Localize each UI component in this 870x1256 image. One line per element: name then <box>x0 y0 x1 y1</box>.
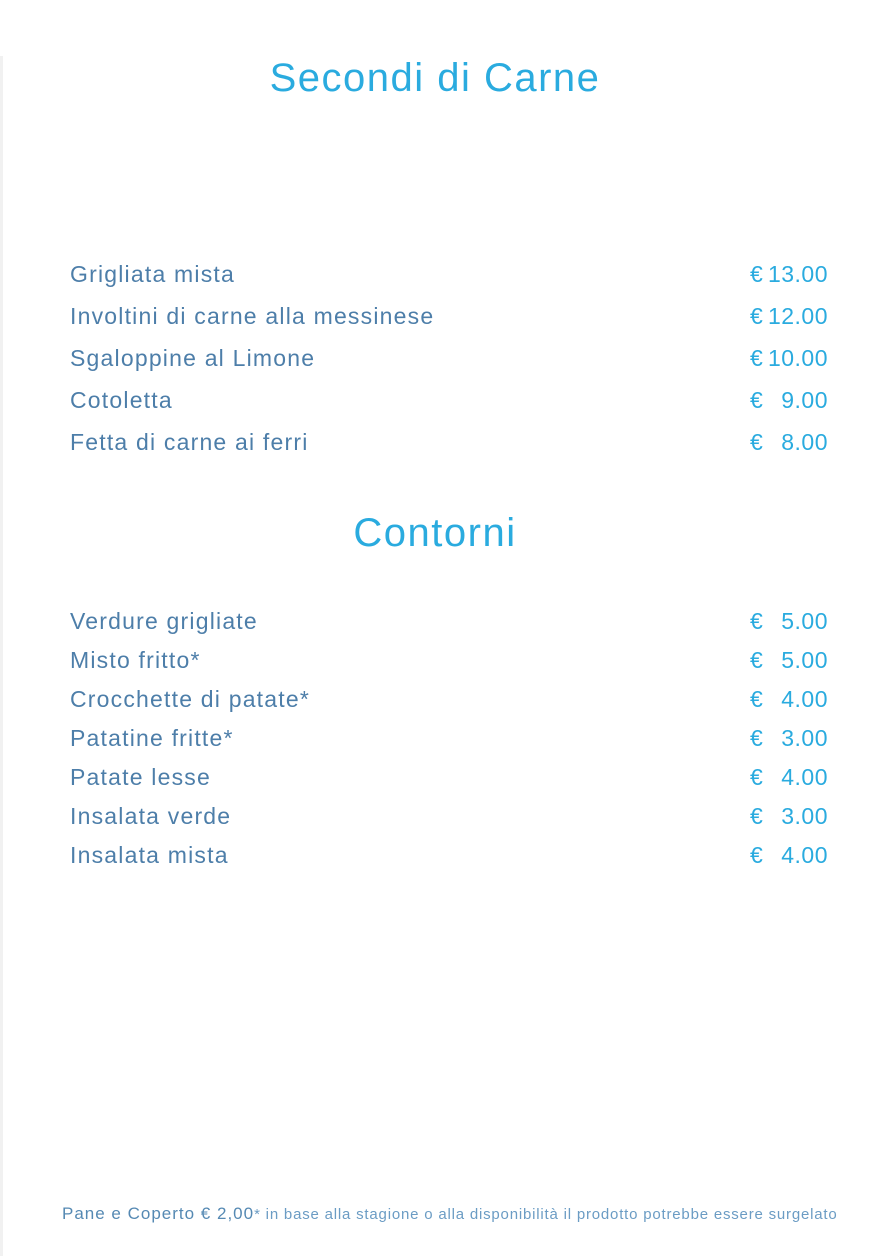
item-name: Misto fritto* <box>70 647 201 673</box>
footer <box>62 1204 838 1224</box>
item-price: 5.00 <box>781 608 828 634</box>
menu-item-row <box>0 758 870 797</box>
item-price-group <box>750 686 828 713</box>
currency-symbol: € <box>750 428 764 455</box>
page-edge-strip <box>0 56 3 1256</box>
menu-section <box>0 511 870 875</box>
item-price: 4.00 <box>781 842 828 868</box>
frozen-note: * in base alla stagione o alla disponibilità il prodotto potrebbe essere surgelato <box>254 1206 838 1223</box>
currency-symbol: € <box>750 803 764 829</box>
item-price: 3.00 <box>781 803 828 829</box>
item-price: 8.00 <box>781 428 828 455</box>
item-price: 9.00 <box>781 386 828 413</box>
item-price: 5.00 <box>781 647 828 673</box>
item-name: Patatine fritte* <box>70 725 234 751</box>
item-price-group <box>750 842 828 869</box>
menu-item-row <box>0 253 870 295</box>
menu-item-row <box>0 719 870 758</box>
section-items <box>0 253 870 463</box>
menu-item-row <box>0 379 870 421</box>
currency-symbol: € <box>750 725 764 751</box>
menu-item-row <box>0 641 870 680</box>
menu-item-row <box>0 836 870 875</box>
currency-symbol: € <box>750 386 764 413</box>
item-name: Fetta di carne ai ferri <box>70 428 309 455</box>
section-title: Contorni <box>353 511 517 555</box>
item-name: Patate lesse <box>70 764 211 790</box>
item-name: Crocchette di patate* <box>70 686 310 712</box>
menu-item-row <box>0 421 870 463</box>
item-price-group <box>750 725 828 752</box>
currency-symbol: € <box>750 344 764 371</box>
item-price: 4.00 <box>781 764 828 790</box>
currency-symbol: € <box>750 842 764 868</box>
item-name: Grigliata mista <box>70 260 235 287</box>
item-name: Cotoletta <box>70 386 173 413</box>
item-price: 3.00 <box>781 725 828 751</box>
item-price-group <box>750 345 828 372</box>
cover-charge-note: Pane e Coperto € 2,00 <box>62 1204 255 1223</box>
item-price-group <box>750 803 828 830</box>
item-price-group <box>750 764 828 791</box>
currency-symbol: € <box>750 608 764 634</box>
menu <box>0 56 870 875</box>
item-name: Involtini di carne alla messinese <box>70 302 435 329</box>
menu-page <box>0 56 870 1256</box>
section-title: Secondi di Carne <box>269 56 601 100</box>
currency-symbol: € <box>750 260 764 287</box>
menu-section <box>0 56 870 463</box>
item-price-group <box>750 261 828 288</box>
menu-item-row <box>0 680 870 719</box>
currency-symbol: € <box>750 647 764 673</box>
item-price-group <box>750 608 828 635</box>
item-price-group <box>750 429 828 456</box>
item-price-group <box>750 647 828 674</box>
item-name: Insalata verde <box>70 803 232 829</box>
item-price: 4.00 <box>781 686 828 712</box>
item-name: Insalata mista <box>70 842 229 868</box>
item-price-group <box>750 303 828 330</box>
currency-symbol: € <box>750 302 764 329</box>
item-name: Verdure grigliate <box>70 608 258 634</box>
item-price-group <box>750 387 828 414</box>
menu-item-row <box>0 337 870 379</box>
section-items <box>0 602 870 875</box>
item-price: 10.00 <box>767 344 828 371</box>
item-price: 12.00 <box>767 302 828 329</box>
item-name: Sgaloppine al Limone <box>70 344 316 371</box>
menu-item-row <box>0 602 870 641</box>
item-price: 13.00 <box>767 260 828 287</box>
menu-item-row <box>0 295 870 337</box>
currency-symbol: € <box>750 764 764 790</box>
currency-symbol: € <box>750 686 764 712</box>
menu-item-row <box>0 797 870 836</box>
